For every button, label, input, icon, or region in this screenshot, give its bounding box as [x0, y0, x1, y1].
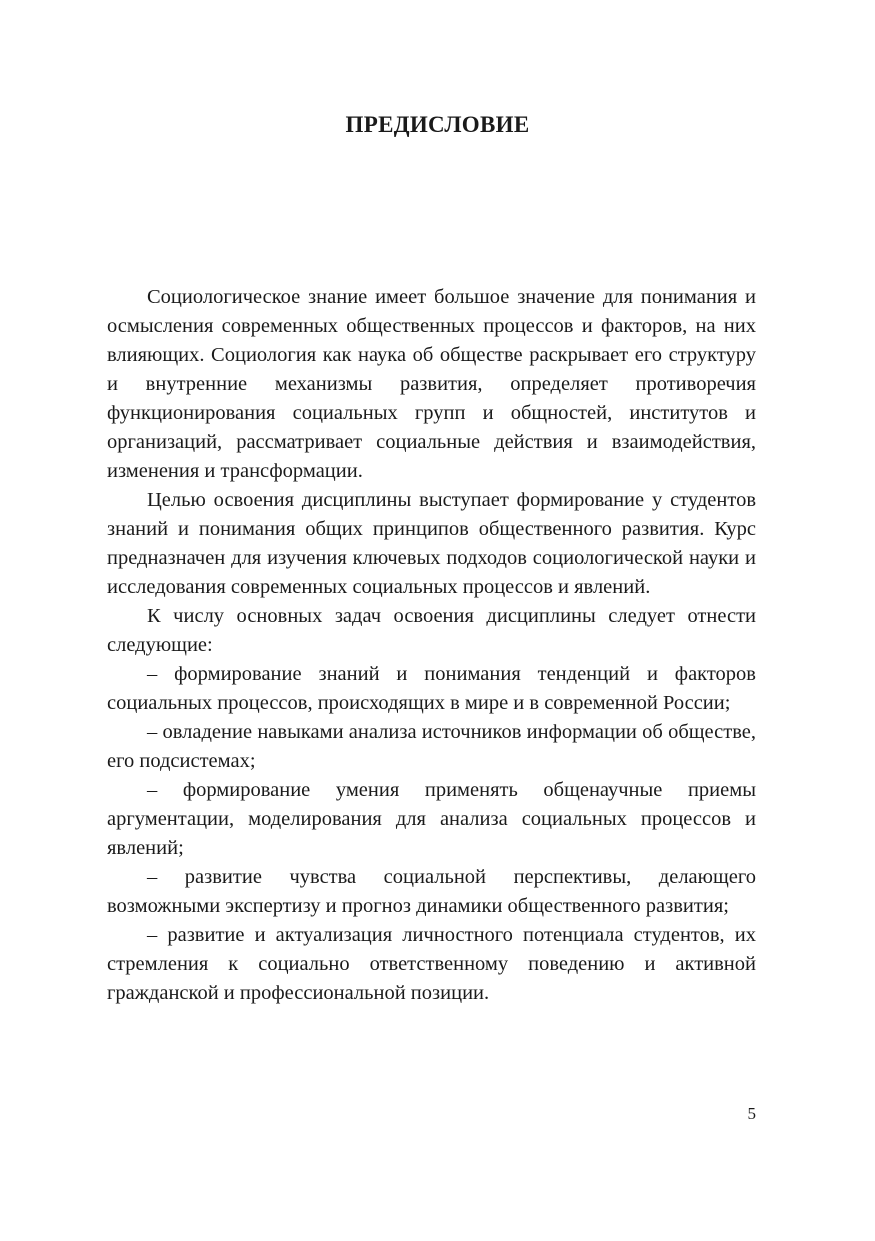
task-list-item: – формирование знаний и понимания тенденций и факторов социальных процессов, происходящих в мире и в современной России; [107, 663, 756, 714]
page-title: ПРЕДИСЛОВИЕ [345, 112, 530, 137]
task-list-item: – овладение навыками анализа источников информации об обществе, его подсистемах; [107, 721, 756, 772]
page-number: 5 [747, 1104, 756, 1123]
task-list-item: – развитие чувства социальной перспективы, делающего возможными экспертизу и прогноз динамики общественного развития; [107, 866, 756, 917]
task-list-item: – формирование умения применять общенаучные приемы аргументации, моделирования для анализа социальных процессов и явлений; [107, 779, 756, 859]
task-list-item: – развитие и актуализация личностного потенциала студентов, их стремления к социально ответственному поведению и активной гражданской и профессиональной позиции. [107, 924, 756, 1004]
paragraph-goal: Целью освоения дисциплины выступает формирование у студентов знаний и понимания общих принципов общественного развития. Курс предназначен для изучения ключевых подходов социологической науки и исследования современных социальных процессов и явлений. [107, 489, 756, 598]
paragraph-intro: Социологическое знание имеет большое значение для понимания и осмысления современных общественных процессов и факторов, на них влияющих. Социология как наука об обществе раскрывает его структуру и внутренние механизмы развития, определяет противоречия функционирования социальных групп и общностей, институтов и организаций, рассматривает социальные действия и взаимодействия, изменения и трансформации. [107, 286, 756, 482]
preface-body [107, 283, 756, 1008]
paragraph-tasks-lead: К числу основных задач освоения дисциплины следует отнести следующие: [107, 605, 756, 656]
